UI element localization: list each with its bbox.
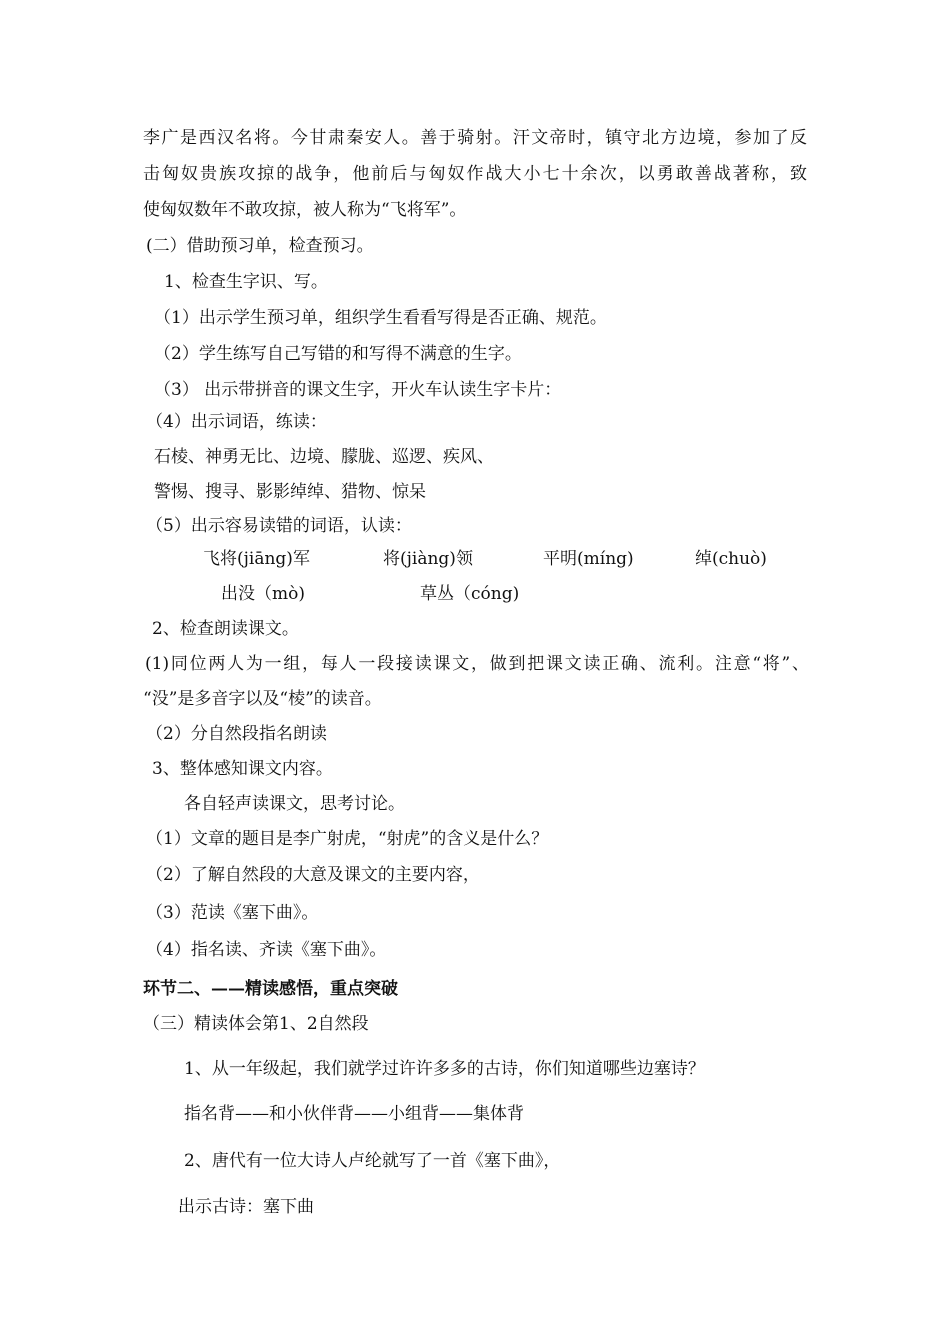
list-item: （4）出示词语，练读： xyxy=(146,412,327,432)
list-item: （2）分自然段指名朗读 xyxy=(146,724,327,744)
paragraph-line: (1)同位两人为一组，每人一段接读课文，做到把课文读正确、流利。注意“将”、 xyxy=(145,654,809,674)
pinyin-word: 飞将(jiāng)军 xyxy=(203,549,310,569)
pinyin-word: 将(jiàng)领 xyxy=(383,549,473,569)
word-list: 石棱、神勇无比、边境、朦胧、巡逻、疾风、 xyxy=(154,447,494,467)
list-item: （4）指名读、齐读《塞下曲》。 xyxy=(146,940,387,960)
list-item: （3）范读《塞下曲》。 xyxy=(146,903,319,923)
list-item: （1）出示学生预习单，组织学生看看写得是否正确、规范。 xyxy=(154,308,607,328)
section-heading: 环节二、——精读感悟，重点突破 xyxy=(143,979,398,999)
paragraph-line: 击匈奴贵族攻掠的战争，他前后与匈奴作战大小七十余次，以勇敢善战著称，致 xyxy=(143,164,807,184)
paragraph-line: 指名背——和小伙伴背——小组背——集体背 xyxy=(184,1104,524,1124)
paragraph-line: 各自轻声读课文，思考讨论。 xyxy=(184,794,405,814)
paragraph-line: “没”是多音字以及“棱”的读音。 xyxy=(143,689,382,709)
section-heading: （三）精读体会第1、2自然段 xyxy=(143,1014,369,1034)
paragraph-line: 李广是西汉名将。今甘肃秦安人。善于骑射。汗文帝时，镇守北方边境，参加了反 xyxy=(143,128,807,148)
paragraph-line: 1、从一年级起，我们就学过许许多多的古诗，你们知道哪些边塞诗？ xyxy=(184,1059,705,1079)
section-heading: (二）借助预习单，检查预习。 xyxy=(146,236,374,256)
list-item: 2、检查朗读课文。 xyxy=(152,619,299,639)
paragraph-line: 2、唐代有一位大诗人卢纶就写了一首《塞下曲》， xyxy=(184,1151,561,1171)
list-item: （3） 出示带拼音的课文生字，开火车认读生字卡片： xyxy=(154,380,562,400)
list-item: （5）出示容易读错的词语，认读： xyxy=(146,516,412,536)
list-item: 1、检查生字识、写。 xyxy=(164,272,328,292)
pinyin-word: 草丛（cóng) xyxy=(420,584,520,604)
list-item: （1）文章的题目是李广射虎，“射虎”的含义是什么？ xyxy=(146,829,549,849)
pinyin-word: 平明(míng) xyxy=(543,549,634,569)
list-item: （2）了解自然段的大意及课文的主要内容， xyxy=(146,865,480,885)
word-list: 警惕、搜寻、影影绰绰、猎物、惊呆 xyxy=(154,482,426,502)
paragraph-line: 出示古诗：塞下曲 xyxy=(178,1197,314,1217)
pinyin-word: 绰(chuò) xyxy=(695,549,767,569)
pinyin-word: 出没（mò) xyxy=(221,584,305,604)
paragraph-line: 使匈奴数年不敢攻掠，被人称为“飞将军”。 xyxy=(143,200,467,220)
list-item: （2）学生练写自己写错的和写得不满意的生字。 xyxy=(154,344,522,364)
list-item: 3、整体感知课文内容。 xyxy=(152,759,333,779)
